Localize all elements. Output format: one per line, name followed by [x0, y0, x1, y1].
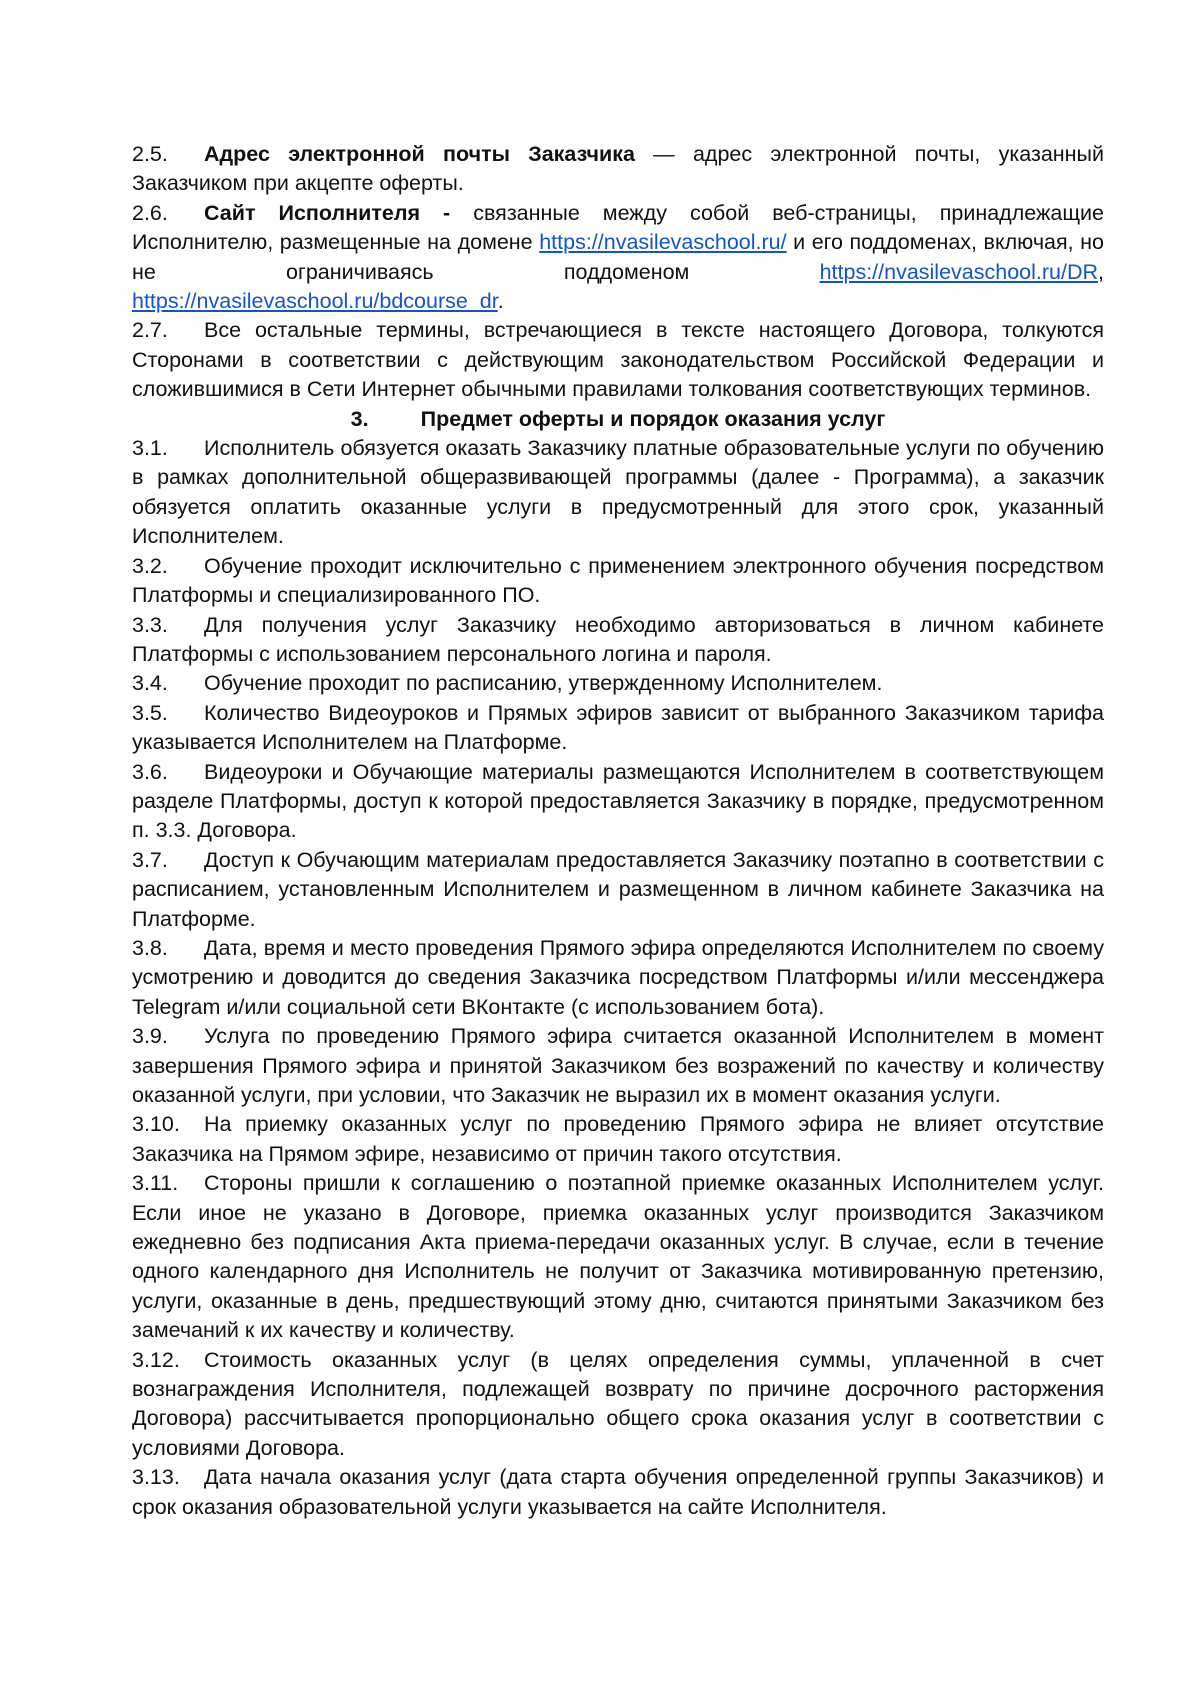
list-item [132, 846, 1104, 934]
section-number: 3. [350, 406, 369, 431]
document-page [132, 140, 1104, 1522]
list-item [132, 1022, 1104, 1110]
list-item [132, 934, 1104, 1022]
clause-text: Исполнитель обязуется оказать Заказчику платные образовательные услуги по обучению в рамках дополнительной общеразвивающей программы (далее - Программа), а заказчик обязуется оплатить оказанные услуги в предусмотренный для этого срок, указанный Исполнителем. [132, 436, 1104, 549]
list-item [132, 1346, 1104, 1464]
clause-text: и его поддоменах, включая, но не ограничиваясь поддоменом [132, 230, 1104, 284]
clause-number: 2.7. [132, 318, 168, 343]
clause-text: На приемку оказанных услуг по проведению Прямого эфира не влияет отсутствие Заказчика на Прямом эфире, независимо от причин такого отсутствия. [132, 1112, 1104, 1166]
list-item [132, 1463, 1104, 1522]
section-title: Предмет оферты и порядок оказания услуг [420, 406, 886, 431]
list-item [132, 669, 1104, 698]
clause-text: Дата, время и место проведения Прямого эфира определяются Исполнителем по своему усмотрению и доводится до сведения Заказчика посредством Платформы и/или мессенджера Telegram и/или социальной сети ВКонтакте (с использованием бота). [132, 935, 1104, 1019]
clause-text: Стоимость оказанных услуг (в целях определения суммы, уплаченной в счет вознаграждения Исполнителя, подлежащей возврату по причине досрочного расторжения Договора) рассчитывается пропорционально общего срока оказания услуг в соответствии с условиями Договора. [132, 1347, 1104, 1460]
clause-number: 3.4. [132, 671, 168, 696]
clause-2-5 [132, 140, 1104, 199]
clause-text: — адрес электронной почты, указанный Заказчиком при акцепте оферты. [132, 142, 1104, 196]
clause-text: Все остальные термины, встречающиеся в тексте настоящего Договора, толкуются Сторонами в соответствии с действующим законодательством Российской Федерации и сложившимися в Сети Интернет обычными правилами толкования соответствующих терминов. [132, 318, 1104, 402]
site-link-bdcourse[interactable]: https://nvasilevaschool.ru/bdcourse_dr [132, 289, 498, 314]
clause-text: Стороны пришли к соглашению о поэтапной приемке оказанных Исполнителем услуг. Если иное не указано в Договоре, приемка оказанных услуг производится Заказчиком ежедневно без подписания Акта приема-передачи оказанных услуг. В случае, если в течение одного календарного дня Исполнитель не получит от Заказчика мотивированную претензию, услуги, оказанные в день, предшествующий этому дню, считаются принятыми Заказчиком без замечаний к их качеству и количеству. [132, 1171, 1104, 1343]
clause-text: Обучение проходит по расписанию, утвержденному Исполнителем. [204, 671, 883, 696]
clause-text: Доступ к Обучающим материалам предоставляется Заказчику поэтапно в соответствии с расписанием, установленным Исполнителем и размещенном в личном кабинете Заказчика на Платформе. [132, 847, 1104, 931]
list-item [132, 1169, 1104, 1345]
clause-text: связанные между собой веб-страницы, принадлежащие Исполнителю, размещенные на домене [132, 200, 1104, 255]
clause-number: 3.10. [132, 1112, 180, 1137]
clause-text: Дата начала оказания услуг (дата старта обучения определенной группы Заказчиков) и срок оказания образовательной услуги указывается на сайте Исполнителя. [132, 1465, 1104, 1519]
clause-2-7 [132, 316, 1104, 404]
clause-text: Услуга по проведению Прямого эфира считается оказанной Исполнителем в момент завершения Прямого эфира и принятой Заказчиком без возражений по качеству и количеству оказанной услуги, при условии, что Заказчик не выразил их в момент оказания услуги. [132, 1024, 1104, 1107]
list-item [132, 552, 1104, 611]
clause-list [132, 434, 1104, 1522]
section-heading [132, 405, 1104, 434]
clause-text: . [497, 289, 504, 314]
list-item [132, 611, 1104, 670]
clause-text: , [1098, 259, 1104, 284]
clause-number: 3.7. [132, 847, 168, 872]
clause-2-6 [132, 199, 1104, 317]
clause-number: 3.13. [132, 1465, 180, 1490]
site-link-dr[interactable]: https://nvasilevaschool.ru/DR [819, 259, 1099, 284]
defined-term: Сайт Исполнителя - [204, 200, 451, 225]
list-item [132, 1110, 1104, 1169]
clause-number: 3.12. [132, 1347, 180, 1372]
clause-number: 3.6. [132, 759, 168, 784]
list-item [132, 434, 1104, 552]
site-link-main[interactable]: https://nvasilevaschool.ru/ [539, 230, 787, 255]
clause-text: Обучение проходит исключительно с применением электронного обучения посредством Платформы и специализированного ПО. [132, 553, 1104, 608]
defined-term: Адрес электронной почты Заказчика [204, 142, 635, 166]
clause-number: 2.6. [132, 200, 168, 225]
clause-text: Для получения услуг Заказчику необходимо авторизоваться в личном кабинете Платформы с использованием персонального логина и пароля. [132, 612, 1104, 666]
clause-number: 3.3. [132, 612, 168, 637]
clause-number: 3.5. [132, 700, 168, 725]
clause-number: 3.11. [132, 1171, 179, 1196]
clause-text: Видеоуроки и Обучающие материалы размещаются Исполнителем в соответствующем разделе Платформы, доступ к которой предоставляется Заказчику в порядке, предусмотренном п. 3.3. Договора. [132, 759, 1104, 843]
clause-number: 3.1. [132, 436, 168, 461]
list-item [132, 758, 1104, 846]
clause-number: 3.9. [132, 1024, 168, 1049]
clause-number: 3.8. [132, 935, 168, 960]
clause-text: Количество Видеоуроков и Прямых эфиров зависит от выбранного Заказчиком тарифа указывается Исполнителем на Платформе. [132, 700, 1104, 755]
clause-number: 2.5. [132, 142, 168, 166]
list-item [132, 699, 1104, 758]
clause-number: 3.2. [132, 553, 168, 578]
